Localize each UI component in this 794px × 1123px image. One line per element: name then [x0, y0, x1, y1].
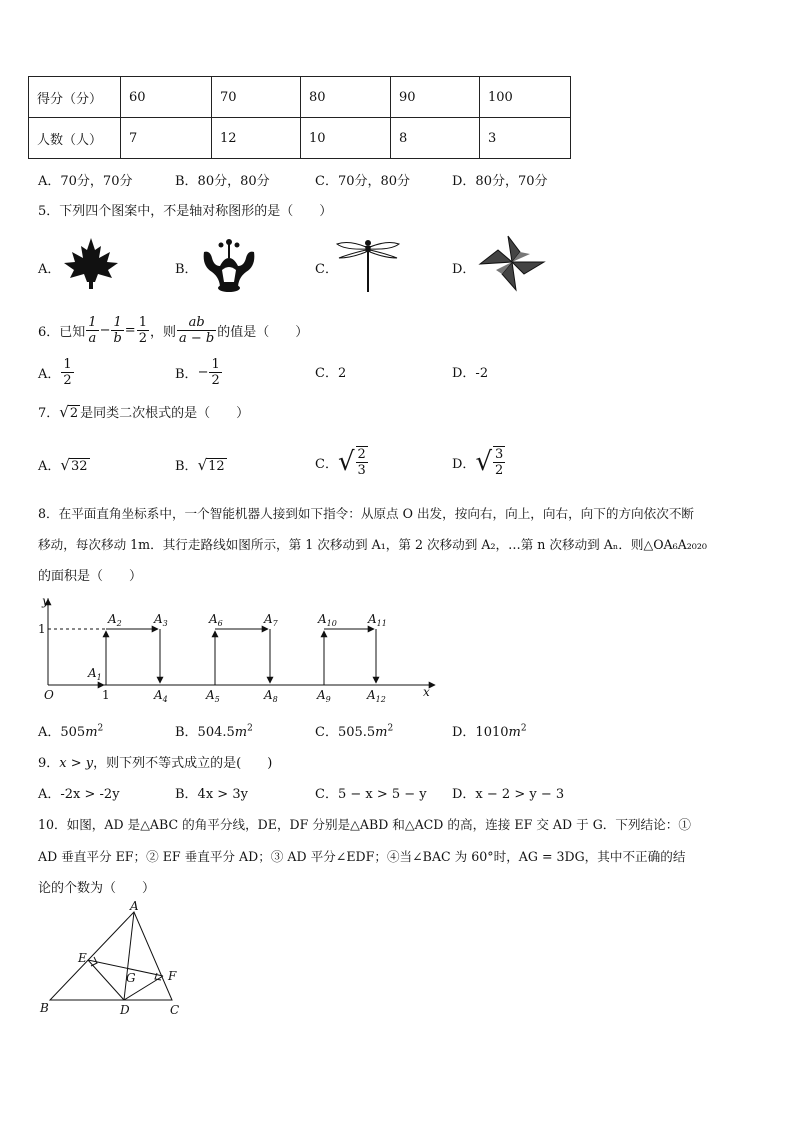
table-row: [29, 77, 571, 118]
sqrt-icon: √: [197, 456, 208, 474]
denominator: 2: [211, 372, 220, 388]
q5-stem: 5．下列四个图案中，不是轴对称图形的是（ ）: [38, 204, 333, 219]
table-cell: 10: [301, 118, 391, 159]
radicand: 2: [69, 406, 79, 421]
x-axis-label: x: [423, 685, 430, 699]
point-label-e: E: [78, 951, 87, 965]
option-value: A．505: [38, 725, 86, 740]
point-label-a1: $A_1$: [88, 666, 102, 682]
table-row: [29, 118, 571, 159]
radicand: 32: [70, 459, 88, 474]
table-cell: 8: [391, 118, 480, 159]
q8-option-a: [38, 721, 103, 740]
q7-prefix: 7．: [38, 406, 60, 421]
q9-option-c: C．5 − x > 5 − y: [315, 787, 427, 802]
point-label-a2: $A_2$: [108, 612, 122, 628]
fraction: [61, 357, 73, 388]
q4-option-c: C．70分，80分: [315, 174, 411, 189]
point-label-d: D: [120, 1003, 130, 1017]
point-label-a7: $A_7$: [264, 612, 278, 628]
q8-line3: 的面积是（ ）: [38, 569, 143, 584]
table-cell: 80: [301, 77, 391, 118]
unit-exponent: 2: [387, 723, 394, 734]
unit-exponent: 2: [97, 723, 104, 734]
q10-line2: AD 垂直平分 EF；② EF 垂直平分 AD；③ AD 平分∠EDF；④当∠BAC 为 60°时，AG = 3DG，其中不正确的结: [38, 849, 686, 864]
q4-option-b: B．80分，80分: [175, 174, 270, 189]
q8-line1: 8．在平面直角坐标系中，一个智能机器人接到如下指令：从原点 O 出发，按向右，向上，向右，向下的方向依次不断: [38, 506, 695, 521]
point-label-a5: $A_5$: [206, 688, 220, 704]
q6-option-d: D．-2: [452, 366, 489, 381]
q6-option-c: C．2: [315, 366, 347, 381]
option-label: B．: [175, 459, 198, 474]
score-table: [28, 76, 571, 159]
unit: m: [508, 725, 521, 740]
segment-ad: [124, 912, 134, 1000]
maple-leaf-icon: [62, 236, 120, 290]
q9-option-d: D．x − 2 > y − 3: [452, 787, 565, 802]
option-label: D．: [452, 456, 476, 472]
triangle-abc: [50, 912, 172, 1000]
point-label-a: A: [130, 900, 139, 913]
table-cell: 100: [480, 77, 571, 118]
unit-exponent: 2: [520, 723, 527, 734]
q8-option-c: [315, 721, 393, 740]
point-label-b: B: [40, 1001, 49, 1015]
table-cell: 人数（人）: [29, 118, 121, 159]
table-cell: 90: [391, 77, 480, 118]
q9-suffix: ，则下列不等式成立的是( ): [93, 756, 273, 771]
q7-suffix: 是同类二次根式的是（ ）: [80, 406, 250, 421]
q9-prefix: 9．: [38, 756, 60, 771]
table-cell: 3: [480, 118, 571, 159]
q7-option-d: [452, 440, 506, 484]
pinwheel-icon: [478, 232, 546, 294]
q9-option-a: A．-2x > -2y: [38, 787, 120, 802]
q5-label-b: B．: [175, 262, 198, 277]
sqrt-icon: √: [337, 447, 355, 477]
q7-stem: [38, 402, 249, 421]
q5-label-a: A．: [38, 262, 61, 277]
point-label-a12: $A_{12}$: [367, 688, 386, 704]
point-label-a4: $A_4$: [154, 688, 168, 704]
table-cell: 得分（分）: [29, 77, 121, 118]
denominator: a: [88, 330, 97, 346]
equals-sign: =: [124, 322, 136, 338]
fraction: [177, 315, 216, 346]
numerator: 1: [111, 315, 123, 331]
numerator: 1: [88, 314, 97, 330]
q8-path-graph: [30, 593, 450, 705]
option-label: A．: [38, 366, 61, 382]
option-value: B．504.5: [175, 725, 235, 740]
unit: m: [85, 725, 98, 740]
q4-option-a: A．70分，70分: [38, 174, 133, 189]
q9-option-b: B．4x > 3y: [175, 787, 248, 802]
q8-option-b: [175, 721, 253, 740]
flower-emblem-icon: [200, 236, 258, 294]
origin-label: O: [44, 688, 54, 702]
fraction: [209, 357, 221, 388]
numerator: ab: [177, 315, 216, 331]
point-label-a8: $A_8$: [264, 688, 278, 704]
q10-triangle-figure: [34, 900, 194, 1022]
q6-suffix: 的值是（ ）: [217, 324, 309, 340]
minus-sign: −: [197, 364, 209, 380]
dragonfly-icon: [335, 236, 401, 294]
q8-option-d: [452, 721, 527, 740]
denominator: b: [113, 330, 122, 346]
point-label-a3: $A_3$: [154, 612, 168, 628]
q4-option-d: D．80分，70分: [452, 174, 548, 189]
numerator: 1: [211, 356, 220, 372]
fraction: [493, 446, 505, 478]
unit: m: [234, 725, 248, 740]
option-label: B．: [175, 366, 198, 382]
table-cell: 7: [121, 118, 212, 159]
option-value: C．505.5: [315, 725, 376, 740]
denominator: 3: [357, 463, 366, 478]
q6-option-b: [175, 352, 223, 392]
option-value: D．1010: [452, 725, 509, 740]
q7-option-b: [175, 455, 227, 474]
q6-middle: ，则: [149, 324, 176, 340]
numerator: 1: [138, 314, 147, 330]
q10-line1: 10．如图，AD 是△ABC 的角平分线，DE，DF 分别是△ABD 和△ACD 的高，连接 EF 交 AD 于 G．下列结论：①: [38, 817, 691, 832]
point-label-c: C: [170, 1003, 180, 1017]
segment-de: [88, 960, 124, 1000]
minus-sign: −: [99, 322, 111, 338]
q9-condition: x > y: [59, 756, 94, 771]
sqrt-icon: √: [60, 456, 70, 474]
unit-exponent: 2: [247, 723, 253, 734]
fraction: [137, 315, 149, 346]
fraction: [86, 315, 98, 346]
table-cell: 60: [121, 77, 212, 118]
q9-stem: [38, 752, 272, 771]
q8-line2: 移动，每次移动 1m．其行走路线如图所示，第 1 次移动到 A₁，第 2 次移动到 A₂，…第 n 次移动到 Aₙ．则△OA₆A₂₀₂₀: [38, 537, 707, 552]
point-label-f: F: [168, 969, 177, 983]
radicand: 12: [208, 459, 225, 474]
option-label: A．: [38, 459, 61, 474]
denominator: 2: [495, 463, 504, 478]
q6-option-a: [38, 352, 75, 392]
numerator: 2: [357, 447, 366, 462]
numerator: 1: [63, 356, 72, 372]
table-cell: 70: [212, 77, 301, 118]
denominator: 2: [63, 372, 72, 388]
q5-label-c: C．: [315, 262, 338, 277]
y-axis-label: y: [42, 594, 49, 608]
point-label-a11: $A_{11}$: [368, 612, 387, 628]
sqrt-icon: √: [475, 447, 493, 477]
sqrt-icon: √: [59, 403, 69, 421]
denominator: 2: [138, 330, 147, 346]
denominator: a − b: [179, 330, 215, 346]
point-label-a9: $A_9$: [317, 688, 331, 704]
q10-line3: 论的个数为（ ）: [38, 881, 156, 896]
q7-option-a: [38, 455, 90, 474]
x-tick-label: 1: [102, 688, 110, 702]
point-label-g: G: [126, 971, 136, 985]
unit: m: [375, 725, 388, 740]
numerator: 3: [495, 447, 504, 462]
option-label: C．: [315, 456, 338, 472]
table-cell: 12: [212, 118, 301, 159]
point-label-a10: $A_{10}$: [318, 612, 337, 628]
q6-stem: [38, 310, 308, 350]
q5-label-d: D．: [452, 262, 476, 277]
y-tick-label: 1: [38, 622, 46, 636]
q7-option-c: [315, 440, 369, 484]
point-label-a6: $A_6$: [209, 612, 223, 628]
fraction: [356, 446, 368, 478]
q6-prefix: 6．已知: [38, 324, 86, 340]
fraction: [111, 315, 123, 346]
